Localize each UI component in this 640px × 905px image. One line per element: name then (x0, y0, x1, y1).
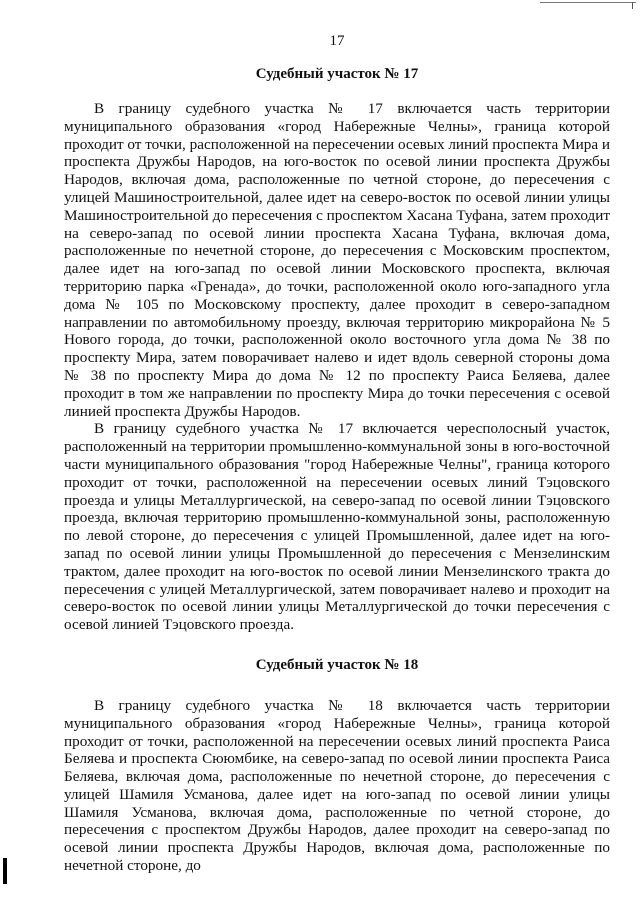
scan-binding-mark (3, 858, 7, 884)
paragraph: В границу судебного участка № 18 включается часть территории муниципального образования «город Набережные Челны», граница которой проходит от точки, расположенной на пересечении осевых линий проспекта Раиса Беляева и проспекта Сююмбике, на северо-запад по осевой линии проспекта Раиса Беляева, включая дома, расположенные по нечетной стороне, до пересечения с улицей Шамиля Усманова, далее идет на юго-запад по осевой линии улицы Шамиля Усманова, включая дома, расположенные по четной стороне, до пересечения с проспектом Дружбы Народов, далее проходит на северо-запад по осевой линии проспекта Дружбы Народов, включая дома, расположенные по нечетной стороне, до (64, 696, 610, 875)
section-18 (64, 655, 610, 875)
document-page (64, 30, 610, 875)
paragraph: В границу судебного участка № 17 включается чересполосный участок, расположенный на территории промышленно-коммунальной зоны в юго-восточной части муниципального образования "город Набережные Челны", граница которого проходит от точки, расположенной на пересечении осевых линий Тэцовского проезда и улицы Металлургической, на северо-запад по осевой линии Тэцовского проезда, включая территорию промышленно-коммунальной зоны, расположенную по левой стороне, до пересечения с улицей Промышленной, далее идет на юго-запад по осевой линии улицы Промышленной до пересечения с Мензелинским трактом, далее проходит на юго-восток по осевой линии Мензелинского тракта до пересечения с улицей Металлургической, затем поворачивает налево и проходит на северо-восток по осевой линии улицы Металлургической до точки пересечения с осевой линией Тэцовского проезда. (64, 420, 610, 634)
scan-edge-line (540, 2, 636, 3)
page-number: 17 (329, 33, 345, 49)
scan-edge-tick (632, 2, 633, 9)
section-heading: Судебный участок № 17 (255, 66, 419, 82)
section-17 (64, 64, 610, 634)
section-heading: Судебный участок № 18 (255, 656, 419, 673)
paragraph: В границу судебного участка № 17 включается часть территории муниципального образования «город Набережные Челны», граница которой проходит от точки, расположенной на пересечении осевых линий проспекта Мира и проспекта Дружбы Народов, на юго-восток по осевой линии проспекта Дружбы Народов, включая дома, расположенные по четной стороне, до пересечения с улицей Машиностроительной, далее идет на северо-восток по осевой линии улицы Машиностроительной до пересечения с проспектом Хасана Туфана, затем проходит на северо-запад по осевой линии проспекта Хасана Туфана, включая дома, расположенные по нечетной стороне, до пересечения с Московским проспектом, далее идет на юго-запад по осевой линии Московского проспекта, включая территорию парка «Гренада», до точки, расположенной около юго-западного угла дома № 105 по Московскому проспекту, далее проходит в северо-западном направлении по автомобильному проезду, включая территорию микрорайона № 5 Нового города, до точки, расположенной около восточного угла дома № 38 по проспекту Мира, затем поворачивает налево и идет вдоль северной стороны дома № 38 по проспекту Мира до дома № 12 по проспекту Раиса Беляева, далее проходит в том же направлении по проспекту Мира до точки пересечения с осевой линией проспекта Дружбы Народов. (64, 100, 610, 420)
